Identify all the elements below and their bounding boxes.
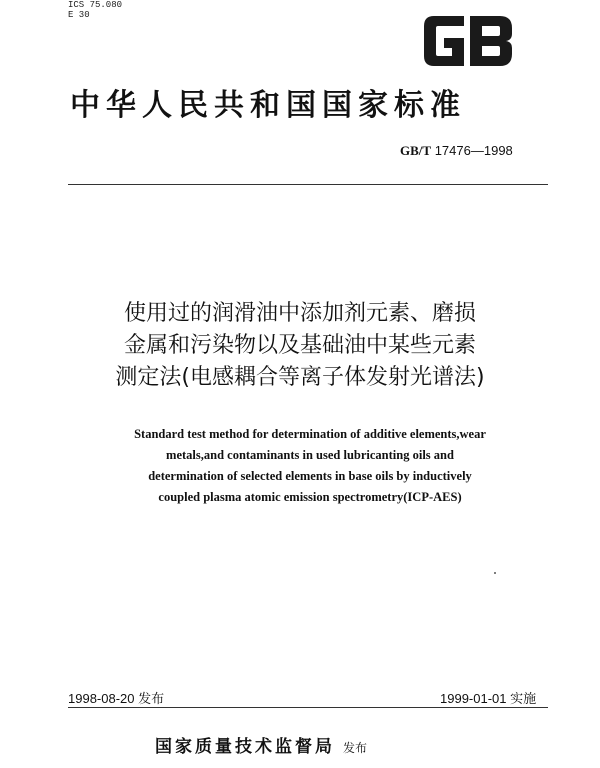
gb-logo bbox=[420, 12, 516, 70]
standard-number-value: 17476—1998 bbox=[434, 143, 513, 158]
issuing-authority bbox=[155, 732, 367, 757]
issuer-suffix: 发布 bbox=[343, 741, 368, 755]
title-chinese-line: 使用过的润滑油中添加剂元素、磨损 bbox=[123, 301, 476, 326]
classification-codes bbox=[68, 0, 122, 20]
ics-code: ICS 75.080 bbox=[68, 0, 123, 10]
title-english-line: coupled plasma atomic emission spectrometry(ICP-AES) bbox=[158, 490, 462, 504]
scan-speck bbox=[494, 572, 496, 574]
effective-date: 1999-01-01 实施 bbox=[440, 691, 537, 706]
title-english bbox=[40, 424, 580, 508]
title-english-line: determination of selected elements in base oils by inductively bbox=[148, 469, 472, 483]
title-english-line: Standard test method for determination of additive elements,wear bbox=[134, 427, 486, 441]
header-divider bbox=[68, 184, 548, 185]
title-chinese bbox=[60, 298, 540, 394]
standard-number-prefix: GB/T bbox=[400, 143, 432, 158]
title-chinese-line: 金属和污染物以及基础油中某些元素 bbox=[123, 333, 476, 358]
standard-body-title: 中华人民共和国国家标准 bbox=[70, 88, 466, 123]
standard-number bbox=[400, 143, 513, 159]
title-chinese-line: 测定法(电感耦合等离子体发射光谱法) bbox=[115, 365, 485, 390]
issue-date: 1998-08-20 发布 bbox=[68, 691, 165, 706]
title-english-line: metals,and contaminants in used lubricanting oils and bbox=[166, 448, 454, 462]
issuer-name: 国家质量技术监督局 bbox=[155, 737, 335, 757]
footer-divider bbox=[68, 707, 548, 708]
ccs-code: E 30 bbox=[68, 10, 90, 20]
